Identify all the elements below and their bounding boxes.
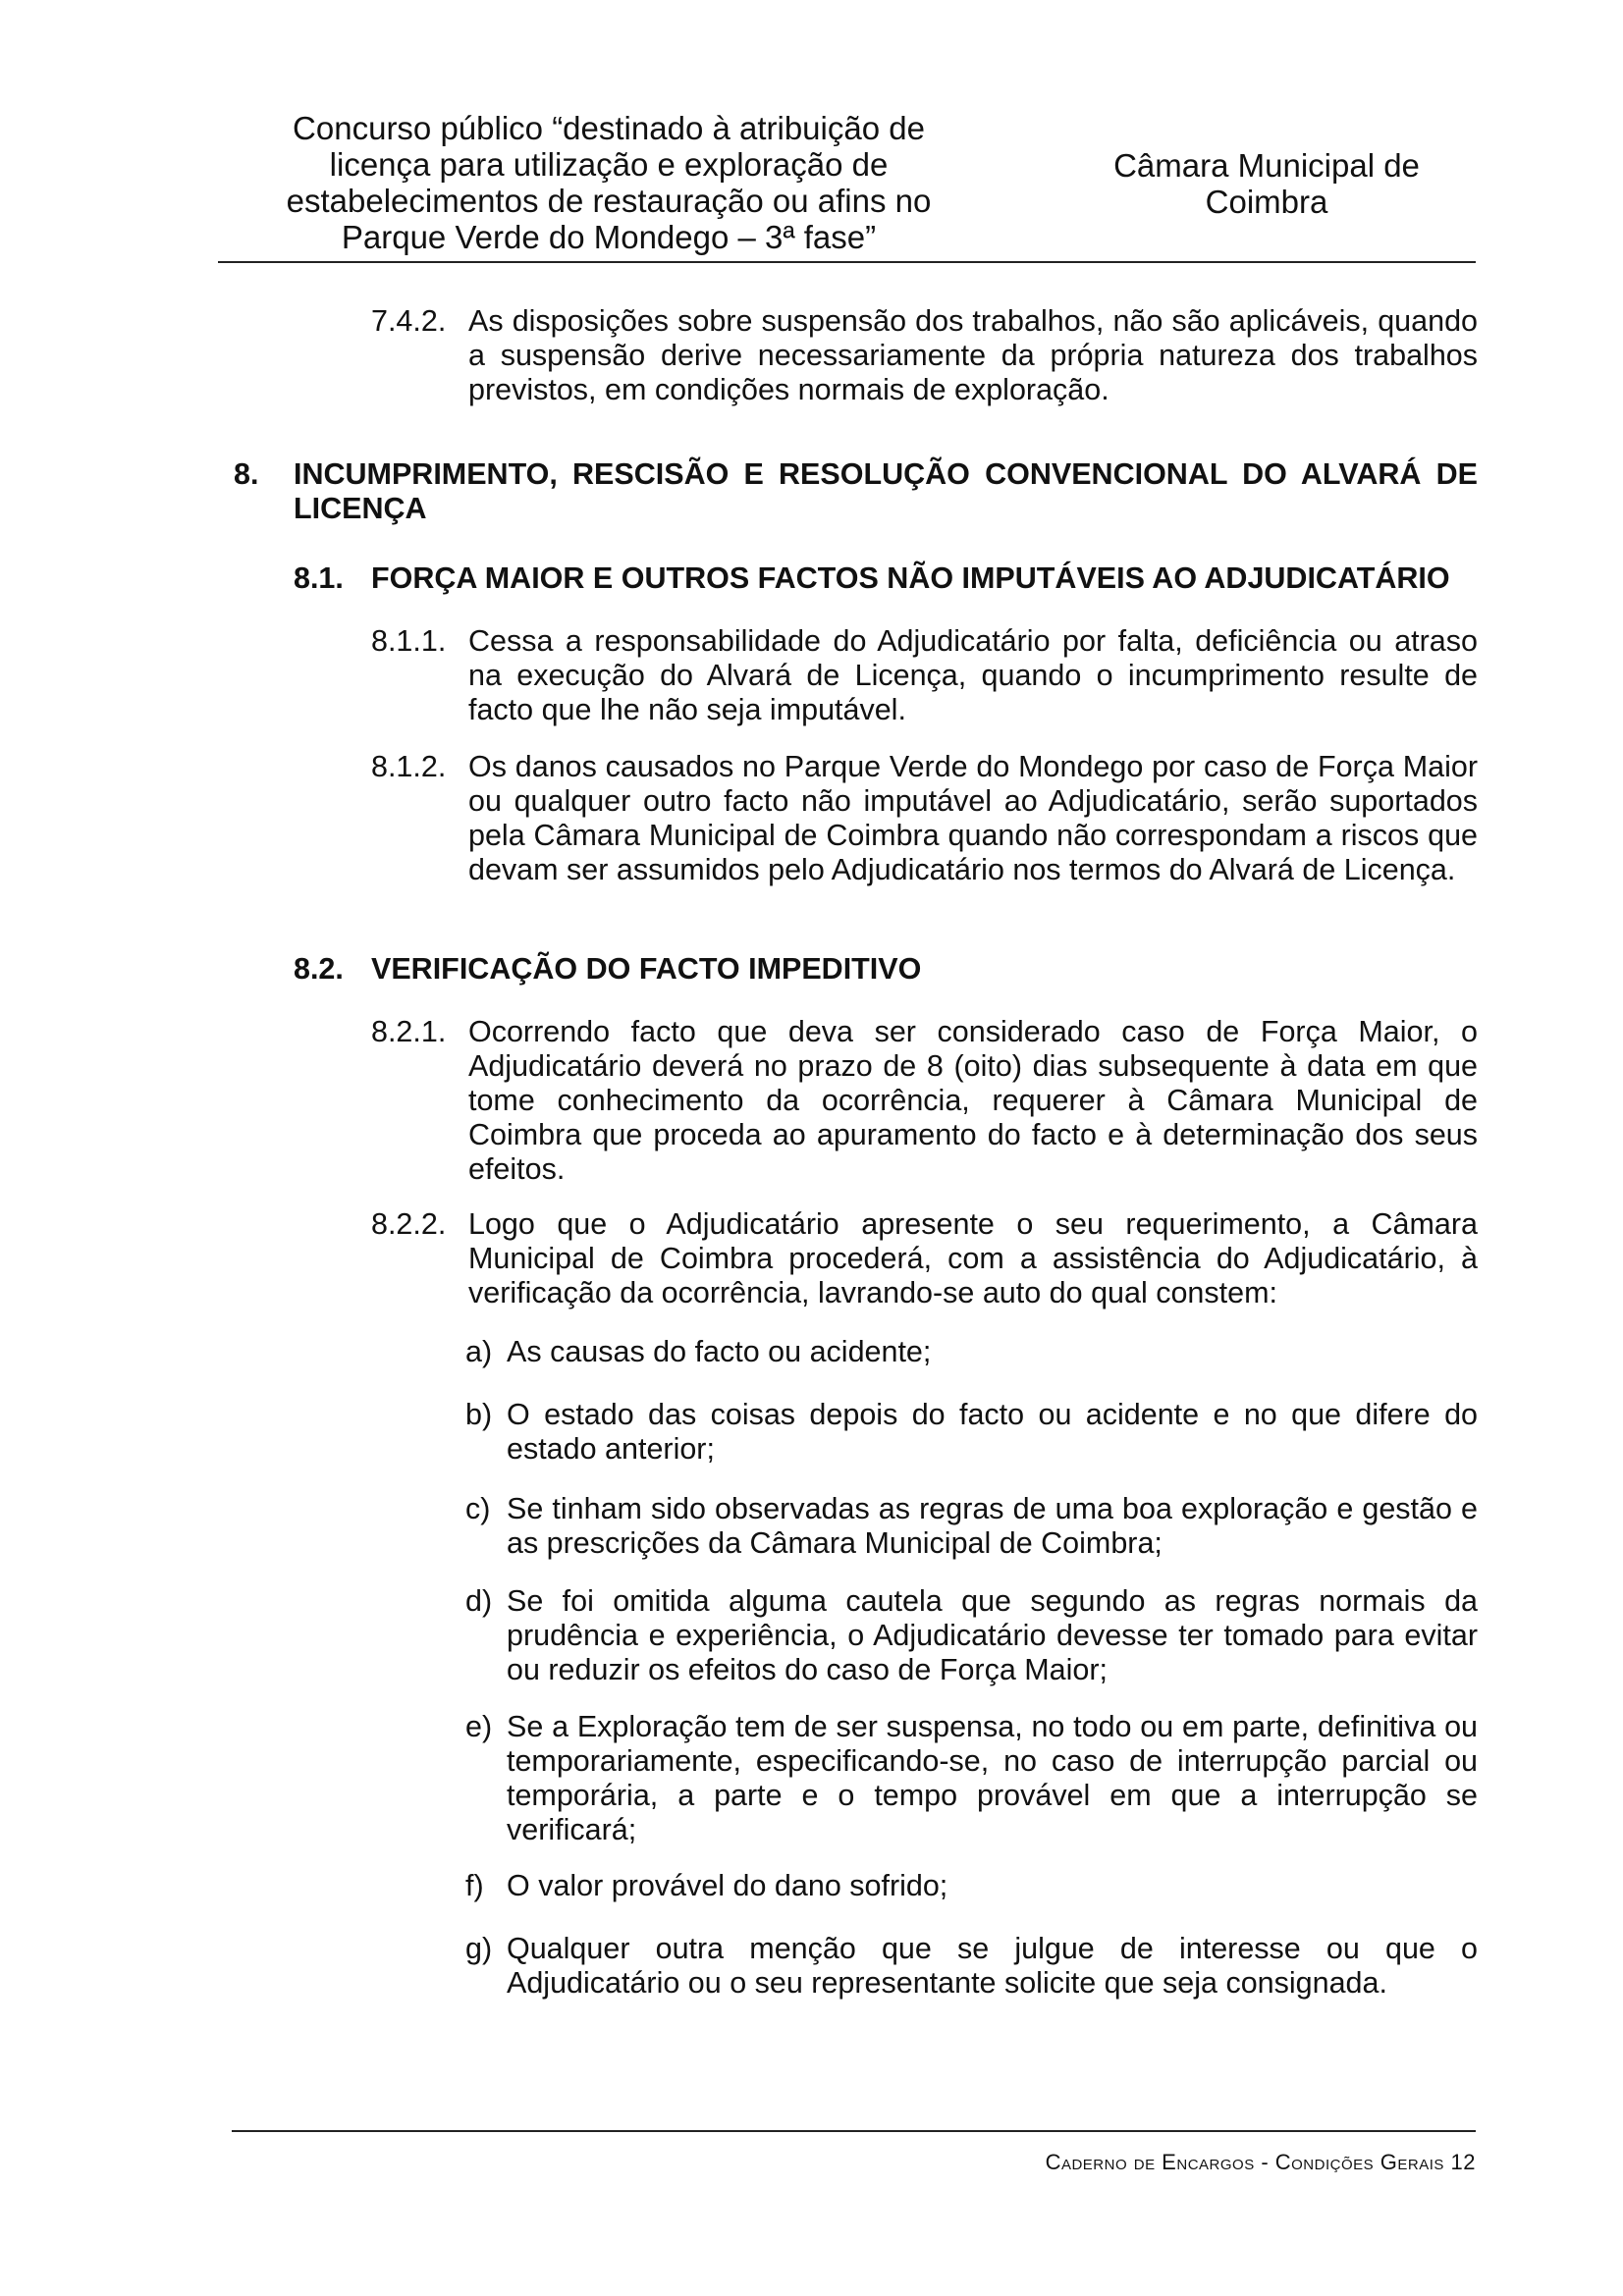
list-item-label: d) (465, 1584, 493, 1618)
list-item-text: O estado das coisas depois do facto ou acidente e no que difere do estado anterior; (507, 1398, 1478, 1466)
list-item-label: f) (465, 1869, 484, 1902)
header-title-line: Concurso público “destinado à atribuição de (293, 110, 925, 146)
header-divider (218, 261, 1476, 263)
list-item-text: Qualquer outra menção que se julgue de interesse ou que o Adjudicatário ou o seu representante solicite que seja consignada. (507, 1932, 1478, 2000)
header-title-line: Parque Verde do Mondego – 3ª fase” (341, 219, 877, 255)
section-number: 8. (234, 457, 259, 491)
paragraph-number: 8.2.2. (371, 1207, 447, 1241)
paragraph-text: Ocorrendo facto que deva ser considerado caso de Força Maior, o Adjudicatário deverá no prazo de 8 (oito) dias subsequente à data em que tome conhecimento da ocorrência, requerer à Câmara Municipal de Coimbra que proceda ao apuramento do facto e à determinação dos seus efeitos. (468, 1015, 1478, 1186)
section-number: 8.1. (294, 561, 344, 595)
paragraph-text: Logo que o Adjudicatário apresente o seu requerimento, a Câmara Municipal de Coimbra procederá, com a assistência do Adjudicatário, à verificação da ocorrência, lavrando-se auto do qual constem: (468, 1207, 1478, 1309)
section-title: FORÇA MAIOR E OUTROS FACTOS NÃO IMPUTÁVEIS AO ADJUDICATÁRIO (371, 561, 1450, 595)
list-item-text: Se a Exploração tem de ser suspensa, no todo ou em parte, definitiva ou temporariamente, especificando-se, no caso de interrupção parcial ou temporária, a parte e o tempo provável em que a interrupção se verificará; (507, 1710, 1478, 1846)
paragraph-number: 8.1.2. (371, 750, 447, 783)
list-item-text: As causas do facto ou acidente; (507, 1335, 932, 1368)
list-item-text: O valor provável do dano sofrido; (507, 1869, 948, 1902)
footer-divider (232, 2130, 1476, 2132)
header-organization-line: Câmara Municipal de (1113, 147, 1420, 184)
section-number: 8.2. (294, 952, 344, 986)
page-number: 12 (1450, 2150, 1476, 2174)
list-item-label: c) (465, 1492, 491, 1525)
header-title (255, 110, 962, 255)
list-item-label: b) (465, 1398, 493, 1431)
section-title: VERIFICAÇÃO DO FACTO IMPEDITIVO (371, 952, 922, 986)
list-item-label: g) (465, 1932, 493, 1965)
header-title-line: estabelecimentos de restauração ou afins no (286, 183, 932, 219)
section-title: INCUMPRIMENTO, RESCISÃO E RESOLUÇÃO CONVENCIONAL DO ALVARÁ DE LICENÇA (294, 457, 1478, 525)
paragraph-text: As disposições sobre suspensão dos trabalhos, não são aplicáveis, quando a suspensão derive necessariamente da própria natureza dos trabalhos previstos, em condições normais de exploração. (468, 304, 1478, 406)
header-title-line: licença para utilização e exploração de (329, 146, 889, 183)
paragraph-number: 7.4.2. (371, 304, 447, 338)
page-footer (1046, 2150, 1476, 2175)
list-item-label: e) (465, 1710, 493, 1743)
header-organization (1060, 147, 1473, 220)
paragraph-number: 8.2.1. (371, 1015, 447, 1048)
list-item-text: Se tinham sido observadas as regras de uma boa exploração e gestão e as prescrições da Câmara Municipal de Coimbra; (507, 1492, 1478, 1560)
header-organization-line: Coimbra (1205, 184, 1328, 220)
footer-label: Caderno de Encargos - Condições Gerais (1045, 2150, 1444, 2174)
list-item-text: Se foi omitida alguma cautela que segundo as regras normais da prudência e experiência, o Adjudicatário devesse ter tomado para evitar ou reduzir os efeitos do caso de Força Maior; (507, 1584, 1478, 1686)
paragraph-text: Os danos causados no Parque Verde do Mondego por caso de Força Maior ou qualquer outro facto não imputável ao Adjudicatário, serão suportados pela Câmara Municipal de Coimbra quando não correspondam a riscos que devam ser assumidos pelo Adjudicatário nos termos do Alvará de Licença. (468, 750, 1478, 886)
list-item-label: a) (465, 1335, 493, 1368)
paragraph-number: 8.1.1. (371, 624, 447, 658)
paragraph-text: Cessa a responsabilidade do Adjudicatário por falta, deficiência ou atraso na execução do Alvará de Licença, quando o incumprimento resulte de facto que lhe não seja imputável. (468, 624, 1478, 726)
